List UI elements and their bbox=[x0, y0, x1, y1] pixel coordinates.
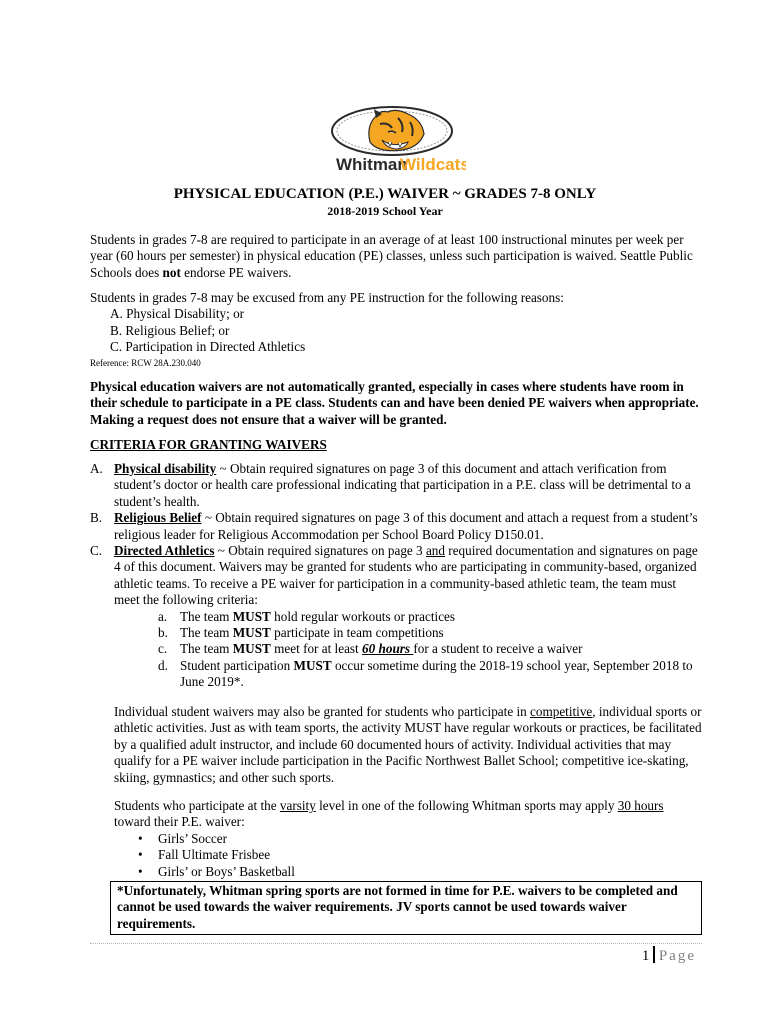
logo-text-wildcats: Wildcats bbox=[400, 155, 466, 174]
criteria-subitem bbox=[90, 658, 702, 691]
spring-sports-notice: *Unfortunately, Whitman spring sports are not formed in time for P.E. waivers to be completed and cannot be used towards the waiver requirements. JV sports cannot be used towards waiver requirements. bbox=[110, 881, 702, 935]
reason-item: C. Participation in Directed Athletics bbox=[110, 339, 306, 355]
intro-text-bold: not bbox=[162, 264, 181, 280]
subitem-text: for a student to receive a waiver bbox=[413, 641, 583, 657]
individual-text: Individual student waivers may also be granted for students who participate in bbox=[114, 704, 531, 719]
footer-separator bbox=[653, 946, 655, 963]
reasons-lead: Students in grades 7-8 may be excused from any PE instruction for the following reasons: bbox=[90, 290, 564, 305]
subitem-text: The team bbox=[180, 625, 233, 641]
document-subtitle: 2018-2019 School Year bbox=[327, 204, 443, 218]
subitem-bold: MUST bbox=[232, 625, 271, 641]
subitem-text: participate in team competitions bbox=[270, 625, 444, 641]
subitem-bold: MUST bbox=[232, 608, 271, 624]
intro-paragraph bbox=[90, 232, 702, 281]
varsity-text: toward their P.E. waiver: bbox=[114, 814, 245, 830]
criteria-title: Religious Belief bbox=[114, 510, 202, 526]
varsity-underline: 30 hours bbox=[617, 798, 664, 813]
sport-list-item bbox=[114, 831, 702, 847]
reason-item: A. Physical Disability; or bbox=[110, 306, 245, 322]
criteria-text: ~ Obtain required signatures on page 3 of this document and attach verification from student’s doctor or health care professional indicating that participation in a P.E. class will be detrimental to a student’s health. bbox=[114, 461, 691, 509]
sport-list-item bbox=[114, 847, 702, 863]
individual-underline: competitive bbox=[530, 704, 593, 719]
criteria-item bbox=[90, 510, 702, 543]
logo-text-whitman: Whitman bbox=[336, 155, 408, 174]
subitem-letter: b. bbox=[158, 625, 168, 641]
subitem-text: occur sometime during the 2018-19 school year, September 2018 to June 2019*. bbox=[180, 657, 693, 690]
individual-text: , individual sports or athletic activities. Just as with team sports, the activity MUST have regular workouts or practices, be facilitated by a qualified adult instructor, and include 60 documented hours of activity. Individual activities that may qualify for a PE waiver include participation in the Pacific Northwest Ballet School; competitive ice-skating, skiing, gymnastics; and other such sports. bbox=[114, 704, 702, 785]
subitem-text: hold regular workouts or practices bbox=[270, 608, 456, 624]
criteria-item bbox=[90, 543, 702, 609]
criteria-letter: C. bbox=[90, 543, 103, 559]
criteria-subitem bbox=[90, 641, 702, 657]
document-title: PHYSICAL EDUCATION (P.E.) WAIVER ~ GRADES 7-8 ONLY bbox=[173, 186, 597, 202]
criteria-subitem bbox=[90, 609, 702, 625]
subitem-text: meet for at least bbox=[270, 641, 363, 657]
intro-text-a: Students in grades 7-8 are required to participate in an average of at least 100 instructional minutes per week per year (60 hours per semester) in physical education (PE) classes, unless such participation is waived. Seattle Public Schools does bbox=[90, 232, 693, 280]
subitem-text: The team bbox=[180, 608, 233, 624]
reasons-section bbox=[90, 290, 702, 369]
criteria-item bbox=[90, 461, 702, 510]
bullet-icon: • bbox=[138, 863, 143, 879]
reference-note: Reference: RCW 28A.230.040 bbox=[90, 357, 201, 368]
criteria-letter: A. bbox=[90, 461, 103, 476]
reason-item: B. Religious Belief; or bbox=[110, 322, 230, 338]
criteria-list bbox=[90, 461, 702, 691]
bullet-icon: • bbox=[138, 830, 143, 846]
subitem-letter: c. bbox=[158, 641, 168, 657]
warning-paragraph: Physical education waivers are not automatically granted, especially in cases where students have room in their schedule to participate in a PE class. Students can and have been denied PE waivers when appropriate. Making a request does not ensure that a waiver will be granted. bbox=[90, 379, 699, 427]
criteria-text: required documentation and signatures on page 4 of this document. Waivers may be granted for students who are participating in community-based, organized athletic teams. To receive a PE waiver for participation in a community-based athletic team, the team must meet the following criteria: bbox=[114, 543, 698, 608]
varsity-underline: varsity bbox=[279, 798, 316, 813]
subitem-hours: 60 hours bbox=[362, 641, 414, 657]
footer-divider bbox=[90, 943, 702, 944]
subitem-bold: MUST bbox=[293, 657, 332, 673]
sport-list-item bbox=[114, 864, 702, 880]
subitem-letter: a. bbox=[158, 608, 168, 624]
subitem-bold: MUST bbox=[232, 641, 271, 657]
subitem-text: Student participation bbox=[180, 657, 294, 673]
school-logo bbox=[318, 104, 466, 178]
sport-name: Fall Ultimate Frisbee bbox=[158, 847, 271, 863]
subitem-letter: d. bbox=[158, 657, 168, 673]
criteria-title: Directed Athletics bbox=[114, 543, 215, 559]
page-footer bbox=[642, 946, 696, 965]
sport-name: Girls’ Soccer bbox=[158, 830, 227, 846]
varsity-paragraph bbox=[114, 798, 702, 831]
subitem-text: The team bbox=[180, 641, 233, 657]
criteria-title: Physical disability bbox=[114, 461, 217, 476]
sport-name: Girls’ or Boys’ Basketball bbox=[158, 863, 295, 879]
page-number: 1 bbox=[641, 948, 650, 964]
criteria-heading: CRITERIA FOR GRANTING WAIVERS bbox=[90, 437, 327, 452]
criteria-text: ~ Obtain required signatures on page 3 bbox=[214, 543, 426, 559]
varsity-text: level in one of the following Whitman sports may apply bbox=[315, 798, 618, 813]
page-word: Page bbox=[658, 948, 696, 964]
individual-paragraph bbox=[114, 704, 702, 786]
criteria-underline: and bbox=[425, 543, 445, 559]
criteria-text: ~ Obtain required signatures on page 3 of this document and attach a request from a student’s religious leader for Religious Accommodation per School Board Policy D150.01. bbox=[114, 510, 698, 542]
criteria-letter: B. bbox=[90, 510, 103, 526]
varsity-text: Students who participate at the bbox=[114, 798, 280, 813]
bullet-icon: • bbox=[138, 847, 143, 863]
tiger-head-icon bbox=[318, 104, 466, 178]
intro-text-b: endorse PE waivers. bbox=[180, 264, 292, 280]
criteria-subitem bbox=[90, 625, 702, 641]
varsity-section bbox=[114, 798, 702, 880]
